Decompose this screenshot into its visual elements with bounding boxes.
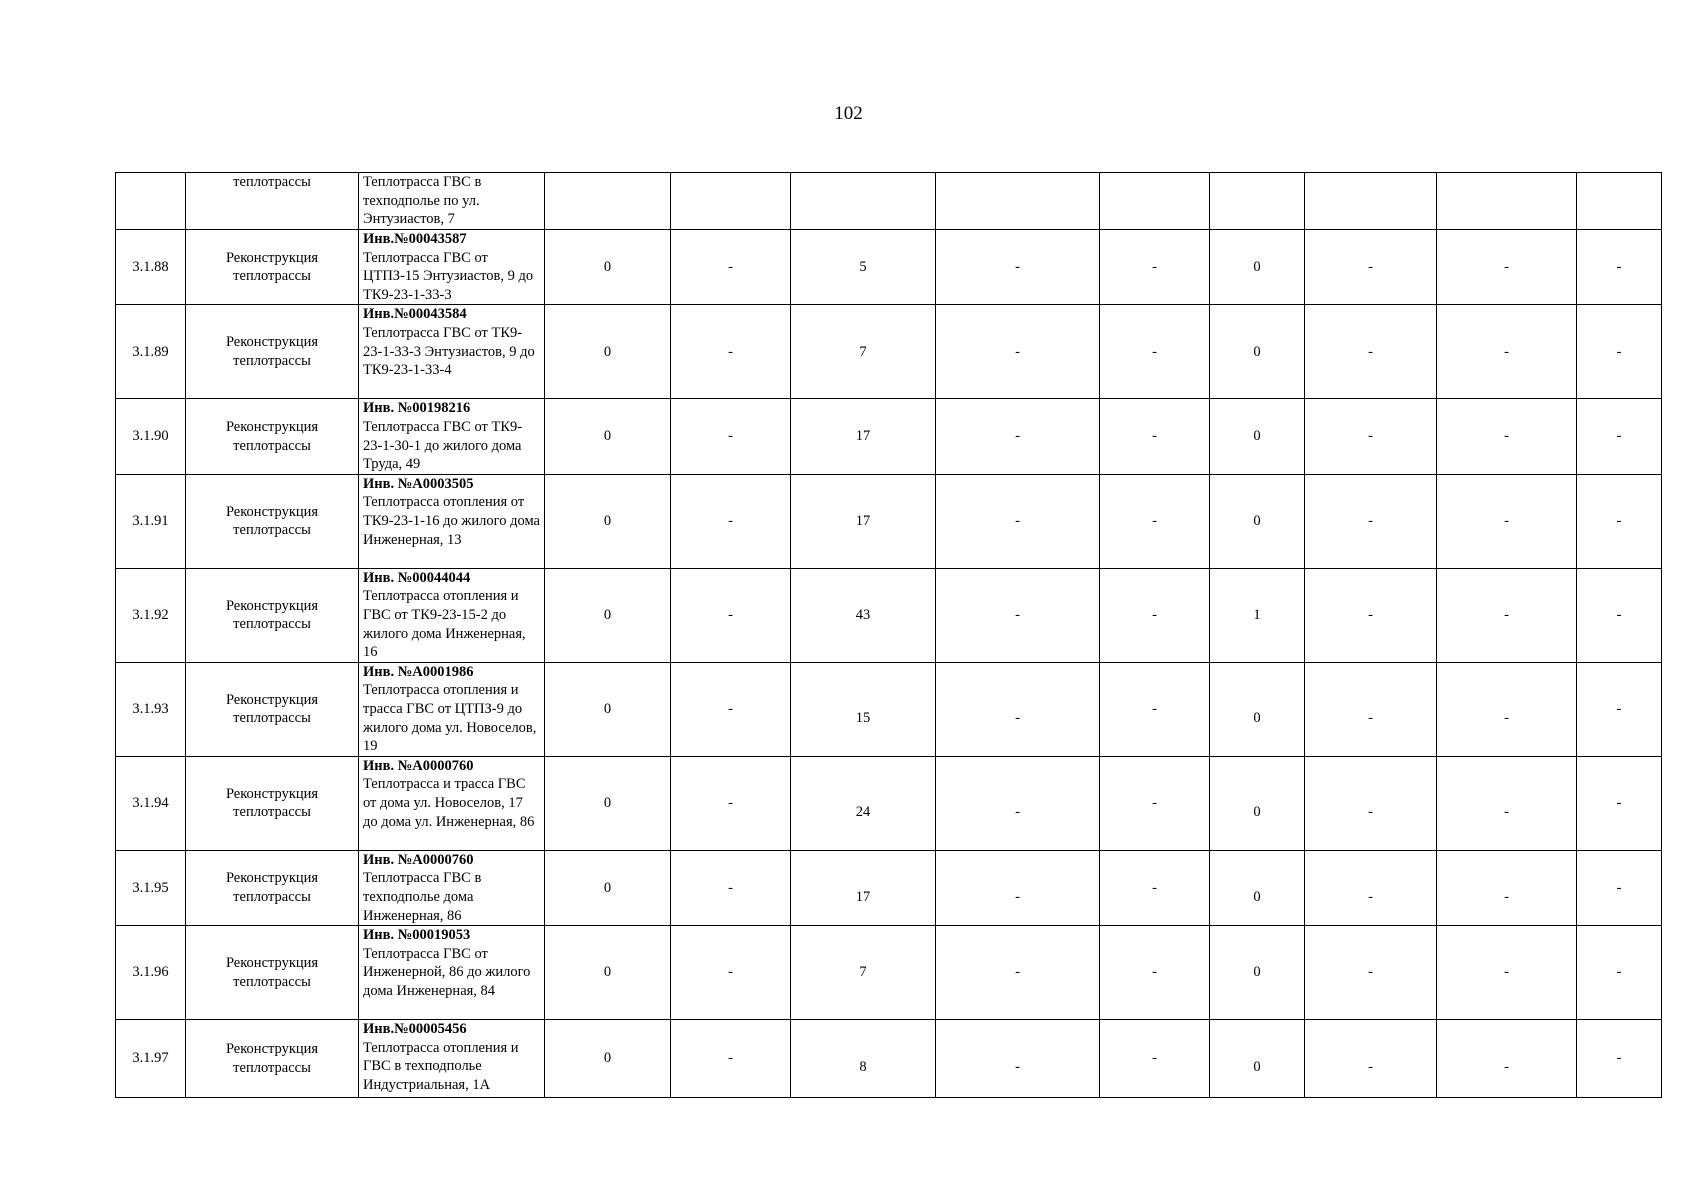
value-cell: - [1437, 474, 1577, 568]
row-number-cell: 3.1.93 [116, 662, 186, 756]
table-row [116, 926, 1662, 1020]
value-cell: - [1305, 305, 1437, 399]
inventory-number: Инв. №А0003505 [363, 475, 474, 492]
value-cell: - [1577, 926, 1662, 1020]
value-cell [1100, 173, 1210, 230]
value-cell: 0 [545, 230, 671, 305]
description-cell [359, 926, 545, 1020]
inventory-number: Инв.№00043584 [363, 306, 467, 323]
table-body [116, 173, 1662, 1098]
work-name-cell: Реконструкция теплотрассы [186, 230, 359, 305]
value-cell: - [1100, 305, 1210, 399]
description-text: Теплотрасса и трасса ГВС от дома ул. Новоселов, 17 до дома ул. Инженерная, 86 [363, 776, 535, 830]
work-name-cell: теплотрассы [186, 173, 359, 230]
value-cell: - [1437, 568, 1577, 662]
row-number-cell: 3.1.91 [116, 474, 186, 568]
value-cell: - [1577, 399, 1662, 474]
value-cell: - [1305, 756, 1437, 850]
description-text: Теплотрасса ГВС от ТК9-23-1-33-3 Энтузиастов, 9 до ТК9-23-1-33-4 [363, 324, 535, 379]
description-cell [359, 850, 545, 925]
value-cell: - [1577, 850, 1662, 925]
value-cell: 5 [791, 230, 936, 305]
value-cell: - [671, 926, 791, 1020]
description-text: Теплотрасса ГВС от Инженерной, 86 до жилого дома Инженерная, 84 [363, 945, 531, 999]
value-cell: - [936, 474, 1100, 568]
value-cell: 7 [791, 305, 936, 399]
work-name-cell: Реконструкция теплотрассы [186, 568, 359, 662]
value-cell: - [1437, 756, 1577, 850]
value-cell: 0 [545, 926, 671, 1020]
value-cell: 0 [545, 305, 671, 399]
value-cell: - [671, 474, 791, 568]
row-number-cell: 3.1.89 [116, 305, 186, 399]
value-cell: - [671, 850, 791, 925]
inventory-number: Инв. №А0000760 [363, 757, 474, 774]
value-cell: - [936, 1020, 1100, 1098]
row-number-cell: 3.1.90 [116, 399, 186, 474]
reconstruction-table [115, 172, 1662, 1098]
value-cell: - [1100, 926, 1210, 1020]
row-number-cell: 3.1.94 [116, 756, 186, 850]
value-cell: - [1100, 568, 1210, 662]
table-row [116, 568, 1662, 662]
value-cell: 0 [545, 474, 671, 568]
table-row [116, 230, 1662, 305]
value-cell: 0 [1210, 662, 1305, 756]
description-text: Теплотрасса отопления и ГВС в техподполье Индустриальная, 1А [363, 1039, 519, 1093]
value-cell: - [936, 662, 1100, 756]
work-name-cell: Реконструкция теплотрассы [186, 850, 359, 925]
row-number-cell [116, 173, 186, 230]
value-cell: 15 [791, 662, 936, 756]
value-cell: - [1100, 399, 1210, 474]
value-cell: 0 [1210, 305, 1305, 399]
value-cell: 0 [1210, 1020, 1305, 1098]
value-cell: - [1305, 1020, 1437, 1098]
description-cell [359, 474, 545, 568]
value-cell [1437, 173, 1577, 230]
description-text: Теплотрасса ГВС в техподполье дома Инженерная, 86 [363, 870, 482, 924]
row-number-cell: 3.1.96 [116, 926, 186, 1020]
table-row [116, 305, 1662, 399]
value-cell [791, 173, 936, 230]
inventory-number: Инв. №А0001986 [363, 663, 474, 680]
work-name-cell: Реконструкция теплотрассы [186, 305, 359, 399]
value-cell: 0 [545, 399, 671, 474]
table-row [116, 399, 1662, 474]
value-cell: - [1305, 662, 1437, 756]
table-row [116, 850, 1662, 925]
work-name-cell: Реконструкция теплотрассы [186, 756, 359, 850]
value-cell: - [936, 568, 1100, 662]
description-cell [359, 230, 545, 305]
value-cell: - [1100, 662, 1210, 756]
value-cell: - [936, 756, 1100, 850]
description-text: Теплотрасса ГВС в техподполье по ул. Энтузиастов, 7 [363, 174, 482, 228]
description-text: Теплотрасса ГВС от ТК9-23-1-30-1 до жилого дома Труда, 49 [363, 418, 523, 473]
value-cell: - [936, 926, 1100, 1020]
value-cell: - [936, 850, 1100, 925]
description-cell [359, 568, 545, 662]
table-row [116, 173, 1662, 230]
value-cell: - [1100, 850, 1210, 925]
value-cell: - [1437, 662, 1577, 756]
value-cell: - [1305, 926, 1437, 1020]
work-name-cell: Реконструкция теплотрассы [186, 474, 359, 568]
page-number: 102 [834, 103, 863, 124]
description-cell [359, 756, 545, 850]
value-cell: - [936, 230, 1100, 305]
value-cell: - [1100, 756, 1210, 850]
value-cell: 0 [545, 568, 671, 662]
value-cell: - [1437, 230, 1577, 305]
value-cell: - [1305, 399, 1437, 474]
description-cell [359, 305, 545, 399]
value-cell [1210, 173, 1305, 230]
value-cell: - [671, 230, 791, 305]
value-cell: - [936, 305, 1100, 399]
value-cell: - [1577, 230, 1662, 305]
description-text: Теплотрасса отопления от ТК9-23-1-16 до жилого дома Инженерная, 13 [363, 494, 540, 548]
value-cell: 0 [545, 850, 671, 925]
row-number-cell: 3.1.92 [116, 568, 186, 662]
inventory-number: Инв. №А0000760 [363, 851, 474, 868]
row-number-cell: 3.1.88 [116, 230, 186, 305]
description-cell [359, 1020, 545, 1098]
value-cell: - [1100, 1020, 1210, 1098]
value-cell: - [1305, 850, 1437, 925]
value-cell: 0 [545, 662, 671, 756]
value-cell: 1 [1210, 568, 1305, 662]
value-cell: 0 [1210, 474, 1305, 568]
work-name-cell: Реконструкция теплотрассы [186, 926, 359, 1020]
value-cell: - [1305, 568, 1437, 662]
value-cell: 43 [791, 568, 936, 662]
value-cell: - [1577, 756, 1662, 850]
table-row [116, 756, 1662, 850]
value-cell: - [1437, 399, 1577, 474]
value-cell: - [1305, 230, 1437, 305]
work-name-cell: Реконструкция теплотрассы [186, 1020, 359, 1098]
value-cell [1305, 173, 1437, 230]
value-cell [1577, 173, 1662, 230]
value-cell [936, 173, 1100, 230]
value-cell: 0 [545, 756, 671, 850]
value-cell: 0 [1210, 230, 1305, 305]
table-row [116, 662, 1662, 756]
row-number-cell: 3.1.97 [116, 1020, 186, 1098]
value-cell: - [1437, 850, 1577, 925]
description-cell [359, 399, 545, 474]
value-cell: - [671, 662, 791, 756]
value-cell: - [671, 756, 791, 850]
value-cell: - [1100, 230, 1210, 305]
value-cell: - [936, 399, 1100, 474]
value-cell: 17 [791, 474, 936, 568]
description-text: Теплотрасса отопления и ГВС от ТК9-23-15-2 до жилого дома Инженерная, 16 [363, 588, 526, 661]
inventory-number: Инв. №00198216 [363, 400, 471, 417]
value-cell: 17 [791, 399, 936, 474]
description-text: Теплотрасса отопления и трасса ГВС от ЦТПЗ-9 до жилого дома ул. Новоселов, 19 [363, 682, 537, 755]
value-cell: 0 [1210, 926, 1305, 1020]
value-cell: 0 [1210, 399, 1305, 474]
value-cell [545, 173, 671, 230]
value-cell: - [1100, 474, 1210, 568]
value-cell: 24 [791, 756, 936, 850]
value-cell: - [671, 568, 791, 662]
value-cell: - [671, 1020, 791, 1098]
value-cell: - [1437, 926, 1577, 1020]
value-cell: 7 [791, 926, 936, 1020]
work-name-cell: Реконструкция теплотрассы [186, 399, 359, 474]
value-cell [671, 173, 791, 230]
value-cell: - [1577, 1020, 1662, 1098]
value-cell: 0 [1210, 850, 1305, 925]
value-cell: - [671, 305, 791, 399]
table-row [116, 1020, 1662, 1098]
value-cell: 8 [791, 1020, 936, 1098]
value-cell: - [1577, 662, 1662, 756]
description-cell [359, 662, 545, 756]
value-cell: - [1305, 474, 1437, 568]
work-name-cell: Реконструкция теплотрассы [186, 662, 359, 756]
description-text: Теплотрасса ГВС от ЦТПЗ-15 Энтузиастов, 9 до ТК9-23-1-33-3 [363, 249, 534, 303]
row-number-cell: 3.1.95 [116, 850, 186, 925]
value-cell: - [671, 399, 791, 474]
description-cell [359, 173, 545, 230]
inventory-number: Инв. №00019053 [363, 927, 471, 944]
value-cell: - [1577, 474, 1662, 568]
value-cell: 17 [791, 850, 936, 925]
value-cell: - [1577, 305, 1662, 399]
table-row [116, 474, 1662, 568]
value-cell: - [1577, 568, 1662, 662]
value-cell: - [1437, 1020, 1577, 1098]
value-cell: 0 [1210, 756, 1305, 850]
value-cell: - [1437, 305, 1577, 399]
value-cell: 0 [545, 1020, 671, 1098]
inventory-number: Инв.№00005456 [363, 1021, 467, 1038]
inventory-number: Инв.№00043587 [363, 231, 467, 247]
inventory-number: Инв. №00044044 [363, 569, 471, 586]
